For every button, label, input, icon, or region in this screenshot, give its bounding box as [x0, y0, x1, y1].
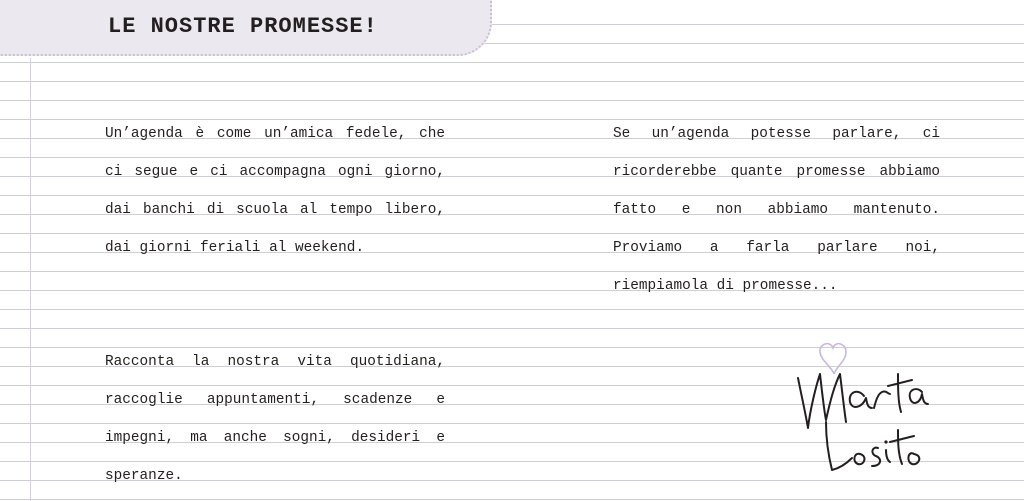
page-margin-line	[30, 58, 31, 501]
page-title: LE NOSTRE PROMESSE!	[108, 14, 378, 39]
heart-icon	[820, 344, 846, 374]
left-paragraph-2: Racconta la nostra vita quotidiana, raccoglie appuntamenti, scadenze e impegni, ma anche sogni, desideri e speranze.	[105, 354, 445, 484]
signature-drawing	[788, 330, 938, 490]
right-paragraph-1: Se un’agenda potesse parlare, ci ricorderebbe quante promesse abbiamo fatto e non abbiamo mantenuto. Proviamo a farla parlare noi, riempiamola di promesse...	[613, 126, 940, 294]
left-paragraph-1: Un’agenda è come un’amica fedele, che ci segue e ci accompagna ogni giorno, dai banchi di scuola al tempo libero, dai giorni feriali al weekend.	[105, 126, 445, 256]
signature	[788, 330, 938, 490]
